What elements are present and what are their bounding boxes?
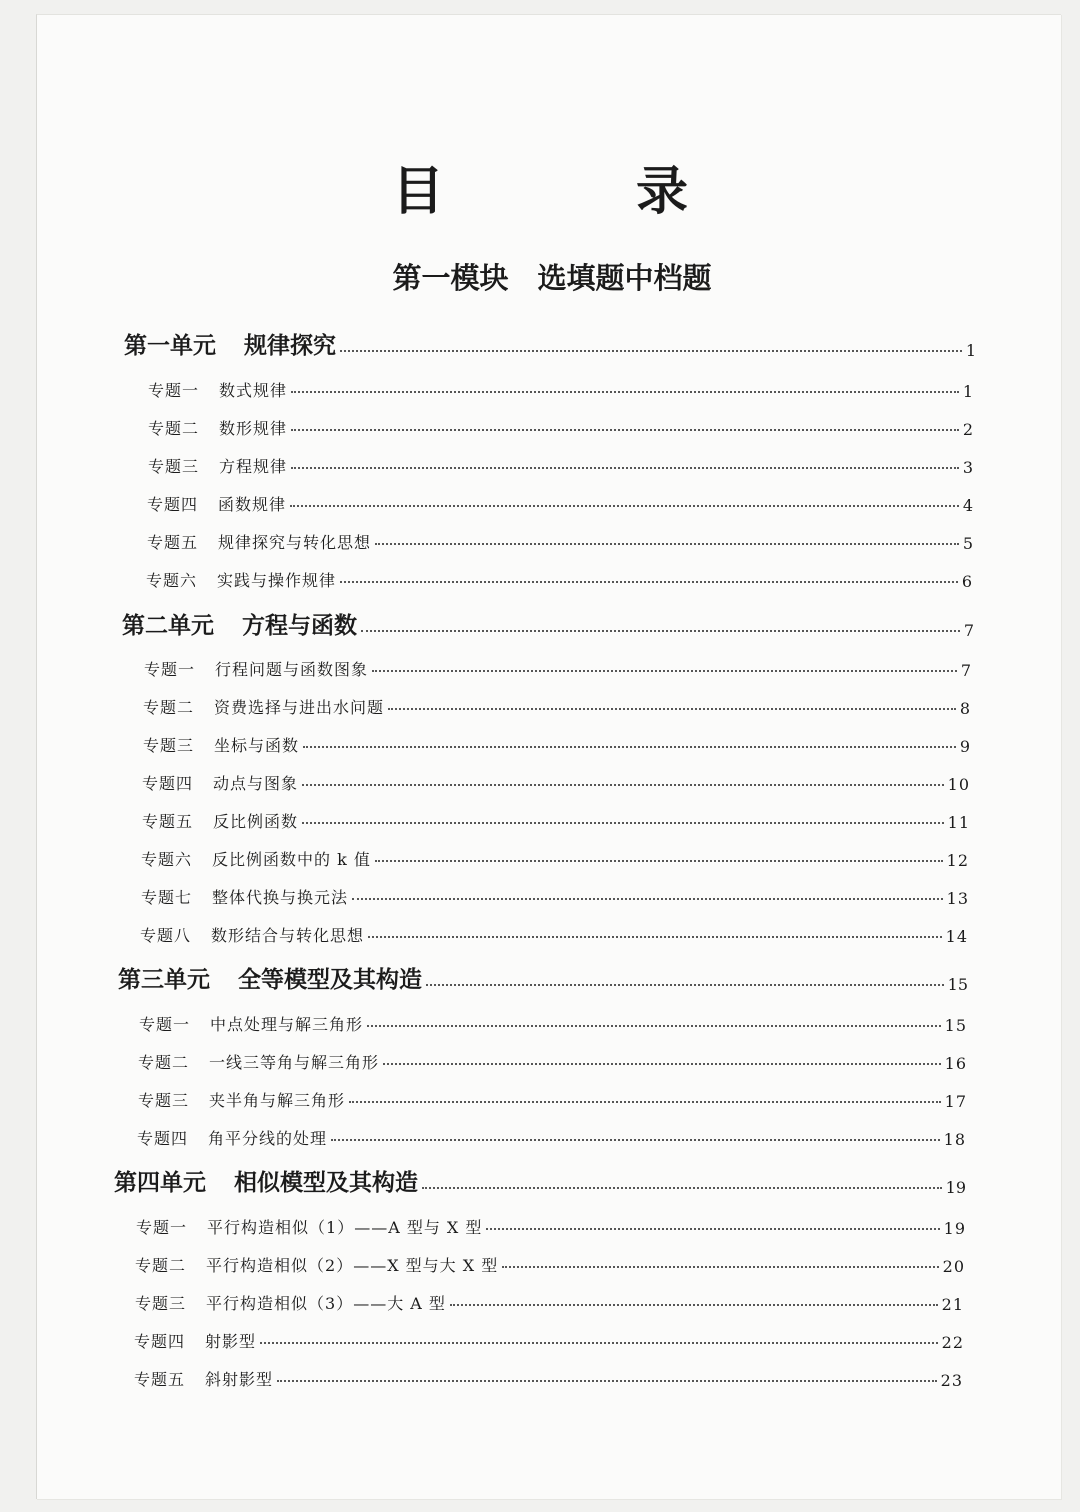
dot-leader xyxy=(290,504,959,507)
topic-number: 专题七 xyxy=(141,888,193,907)
unit-label xyxy=(124,327,336,360)
topic-number: 专题四 xyxy=(134,1332,186,1351)
topic-title: 射影型 xyxy=(205,1332,257,1351)
dot-leader xyxy=(368,935,942,938)
topic-row[interactable] xyxy=(134,1328,964,1352)
dot-leader xyxy=(367,1024,941,1027)
page-number: 11 xyxy=(947,813,970,832)
topic-row[interactable] xyxy=(142,808,970,832)
page-number: 18 xyxy=(943,1130,966,1149)
topic-row[interactable] xyxy=(141,846,969,870)
page-number: 4 xyxy=(962,496,974,515)
topic-row[interactable] xyxy=(141,884,969,908)
page-number: 5 xyxy=(962,534,974,553)
topic-title: 斜射影型 xyxy=(205,1370,274,1389)
page-number: 21 xyxy=(941,1295,964,1314)
topic-number: 专题五 xyxy=(147,533,199,552)
unit-number: 第四单元 xyxy=(114,1169,206,1196)
topic-title: 资费选择与进出水问题 xyxy=(214,698,385,717)
dot-leader xyxy=(349,1100,941,1103)
topic-title: 平行构造相似（1）——A 型与 X 型 xyxy=(207,1218,483,1237)
dot-leader xyxy=(486,1227,939,1230)
topic-number: 专题二 xyxy=(143,698,195,717)
page-number: 19 xyxy=(943,1219,966,1238)
topic-label xyxy=(147,492,286,515)
dot-leader xyxy=(291,390,959,393)
dot-leader xyxy=(303,745,956,748)
topic-row[interactable] xyxy=(136,1214,966,1238)
topic-number: 专题五 xyxy=(134,1370,186,1389)
page-sheet xyxy=(36,14,1061,1499)
topic-number: 专题六 xyxy=(146,571,198,590)
topic-title: 规律探究与转化思想 xyxy=(218,533,372,552)
unit-title: 全等模型及其构造 xyxy=(238,966,422,993)
dot-leader xyxy=(426,983,944,986)
topic-title: 实践与操作规律 xyxy=(217,571,337,590)
topic-number: 专题五 xyxy=(142,812,194,831)
topic-number: 专题一 xyxy=(136,1218,188,1237)
topic-row[interactable] xyxy=(144,656,972,680)
topic-row[interactable] xyxy=(138,1049,967,1073)
page-number: 7 xyxy=(960,661,972,680)
dot-leader xyxy=(383,1062,941,1065)
topic-number: 专题三 xyxy=(135,1294,187,1313)
dot-leader xyxy=(375,542,959,545)
unit-number: 第三单元 xyxy=(118,966,210,993)
page-number: 23 xyxy=(940,1371,963,1390)
dot-leader xyxy=(340,580,958,583)
page-number: 8 xyxy=(959,699,971,718)
topic-label xyxy=(142,771,298,794)
topic-row[interactable] xyxy=(146,567,973,591)
dot-leader xyxy=(502,1265,938,1268)
page-number: 15 xyxy=(947,975,968,994)
topic-title: 平行构造相似（2）——X 型与大 X 型 xyxy=(206,1256,499,1275)
topic-label xyxy=(137,1126,327,1149)
topic-label xyxy=(141,847,371,870)
topic-title: 行程问题与函数图象 xyxy=(215,660,369,679)
dot-leader xyxy=(372,669,957,672)
topic-label xyxy=(143,695,384,718)
topic-number: 专题四 xyxy=(147,495,199,514)
topic-title: 方程规律 xyxy=(219,457,288,476)
topic-title: 数形结合与转化思想 xyxy=(211,926,365,945)
topic-label xyxy=(148,416,287,439)
topic-row[interactable] xyxy=(139,1011,967,1035)
topic-label xyxy=(134,1329,256,1352)
topic-number: 专题四 xyxy=(137,1129,189,1148)
page-number: 19 xyxy=(945,1178,966,1197)
topic-row[interactable] xyxy=(142,770,970,794)
page-number: 1 xyxy=(962,382,974,401)
topic-number: 专题一 xyxy=(144,660,196,679)
page-number: 6 xyxy=(961,572,973,591)
page-number: 2 xyxy=(962,420,974,439)
topic-number: 专题八 xyxy=(140,926,192,945)
topic-title: 中点处理与解三角形 xyxy=(210,1015,364,1034)
page-number: 14 xyxy=(945,927,968,946)
unit-row[interactable] xyxy=(124,326,976,360)
dot-leader xyxy=(302,821,944,824)
topic-row[interactable] xyxy=(138,1087,967,1111)
topic-label xyxy=(148,378,287,401)
topic-number: 专题三 xyxy=(138,1091,190,1110)
topic-title: 平行构造相似（3）——大 A 型 xyxy=(206,1294,446,1313)
topic-label xyxy=(146,568,336,591)
topic-row[interactable] xyxy=(148,377,974,401)
dot-leader xyxy=(388,707,956,710)
topic-number: 专题三 xyxy=(143,736,195,755)
topic-row[interactable] xyxy=(148,415,974,439)
topic-number: 专题六 xyxy=(141,850,193,869)
dot-leader xyxy=(260,1341,938,1344)
topic-label xyxy=(136,1215,482,1238)
page-number: 16 xyxy=(944,1054,967,1073)
dot-leader xyxy=(291,428,959,431)
page-number: 22 xyxy=(941,1333,964,1352)
topic-number: 专题一 xyxy=(139,1015,191,1034)
topic-row[interactable] xyxy=(147,529,974,553)
unit-label xyxy=(114,1164,418,1197)
unit-title: 相似模型及其构造 xyxy=(234,1169,418,1196)
topic-label xyxy=(141,885,348,908)
topic-row[interactable] xyxy=(135,1252,965,1276)
topic-title: 一线三等角与解三角形 xyxy=(209,1053,380,1072)
unit-title: 方程与函数 xyxy=(242,612,357,639)
topic-row[interactable] xyxy=(137,1125,966,1149)
page-number: 12 xyxy=(946,851,969,870)
page-number: 7 xyxy=(963,621,974,640)
page-number: 9 xyxy=(959,737,971,756)
page-number: 13 xyxy=(946,889,969,908)
topic-number: 专题二 xyxy=(148,419,200,438)
topic-label xyxy=(134,1367,273,1390)
topic-row[interactable] xyxy=(147,491,974,515)
unit-label xyxy=(118,961,422,994)
page-number: 3 xyxy=(962,458,974,477)
topic-title: 坐标与函数 xyxy=(214,736,300,755)
topic-title: 角平分线的处理 xyxy=(208,1129,328,1148)
topic-label xyxy=(144,657,368,680)
topic-label xyxy=(140,923,364,946)
topic-title: 函数规律 xyxy=(218,495,287,514)
dot-leader xyxy=(340,349,962,352)
unit-label xyxy=(122,607,357,640)
dot-leader xyxy=(277,1379,937,1382)
module-heading: 第一模块 选填题中档题 xyxy=(392,261,712,295)
dot-leader xyxy=(331,1138,940,1141)
page-title: 目 录 xyxy=(391,161,758,222)
topic-label xyxy=(139,1012,363,1035)
topic-label xyxy=(143,733,299,756)
page-number: 20 xyxy=(942,1257,965,1276)
topic-title: 反比例函数 xyxy=(213,812,299,831)
dot-leader xyxy=(361,629,960,632)
topic-label xyxy=(135,1291,446,1314)
topic-row[interactable] xyxy=(135,1290,964,1314)
dot-leader xyxy=(302,783,944,786)
unit-number: 第二单元 xyxy=(122,612,214,639)
dot-leader xyxy=(291,466,959,469)
topic-number: 专题二 xyxy=(135,1256,187,1275)
topic-title: 数形规律 xyxy=(219,419,288,438)
topic-row[interactable] xyxy=(140,922,968,946)
topic-label xyxy=(148,454,287,477)
topic-row[interactable] xyxy=(143,694,971,718)
topic-number: 专题四 xyxy=(142,774,194,793)
topic-title: 动点与图象 xyxy=(213,774,299,793)
dot-leader xyxy=(422,1186,942,1189)
unit-title: 规律探究 xyxy=(244,332,336,359)
dot-leader xyxy=(450,1303,938,1306)
unit-number: 第一单元 xyxy=(124,332,216,359)
topic-number: 专题一 xyxy=(148,381,200,400)
unit-row[interactable] xyxy=(122,606,974,640)
topic-label xyxy=(142,809,298,832)
page-number: 17 xyxy=(944,1092,967,1111)
topic-title: 整体代换与换元法 xyxy=(212,888,349,907)
page-number: 10 xyxy=(947,775,970,794)
topic-row[interactable] xyxy=(148,453,974,477)
unit-row[interactable] xyxy=(114,1163,966,1197)
topic-label xyxy=(138,1050,379,1073)
topic-title: 夹半角与解三角形 xyxy=(209,1091,346,1110)
page-number: 15 xyxy=(944,1016,967,1035)
unit-row[interactable] xyxy=(118,960,968,994)
dot-leader xyxy=(375,859,943,862)
topic-title: 反比例函数中的 k 值 xyxy=(212,850,371,869)
topic-label xyxy=(147,530,371,553)
page-number: 1 xyxy=(965,341,976,360)
topic-label xyxy=(135,1253,498,1276)
topic-number: 专题二 xyxy=(138,1053,190,1072)
topic-label xyxy=(138,1088,345,1111)
topic-title: 数式规律 xyxy=(219,381,288,400)
topic-row[interactable] xyxy=(143,732,971,756)
topic-row[interactable] xyxy=(134,1366,963,1390)
dot-leader xyxy=(352,897,943,900)
topic-number: 专题三 xyxy=(148,457,200,476)
